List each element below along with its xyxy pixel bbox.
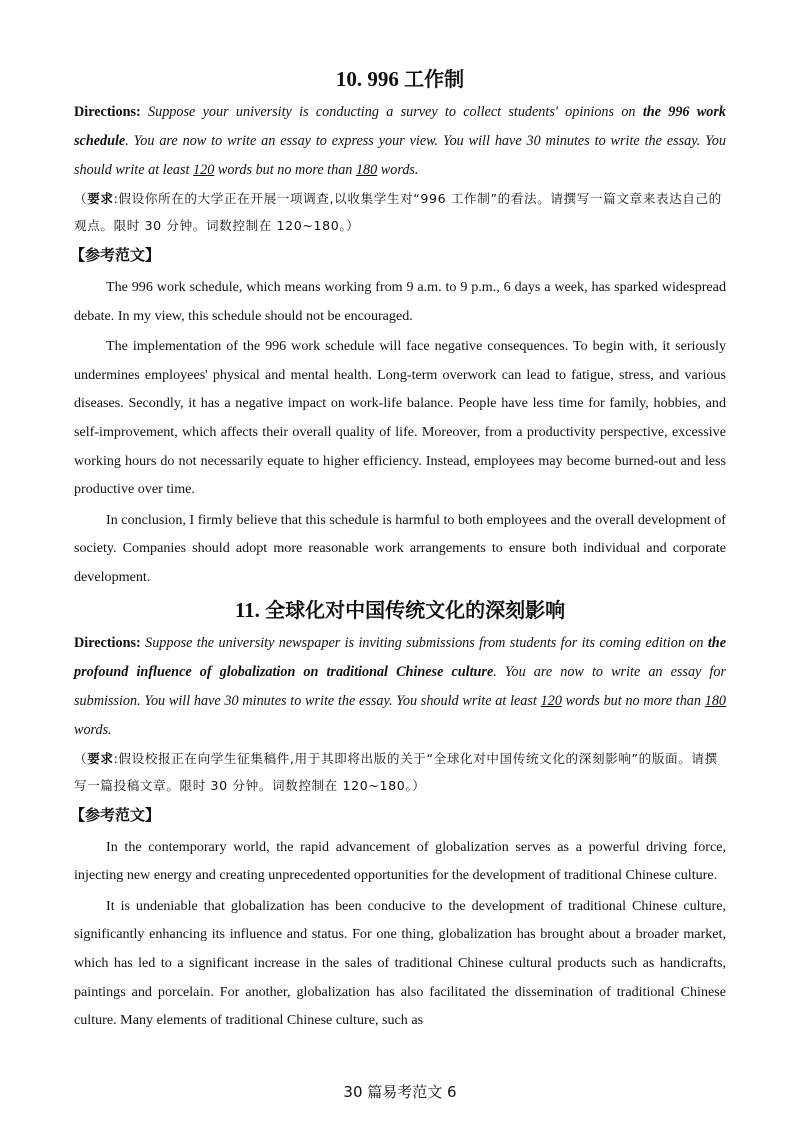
- section-11-paragraph: In the contemporary world, the rapid advancement of globalization serves as a powerful driving force, injecting new energy and creating unprecedented opportunities for the development of traditional Chinese culture.: [74, 838, 726, 884]
- section-10-title-number: 10. 996: [335, 67, 399, 91]
- section-11-directions: Directions: Suppose the university newspaper is inviting submissions from students for its coming edition on the profound influence of globalization on traditional Chinese culture. You are now to write an essay for submission. You will have 30 minutes to write the essay. You should write at least 120 words but no more than 180 words.: [74, 634, 727, 738]
- page-footer: 30 篇易考范文 6: [343, 1083, 457, 1101]
- essay-topic: the profound influence of globalization on traditional Chinese culture: [74, 634, 726, 680]
- section-10-paragraph: In conclusion, I firmly believe that this schedule is harmful to both employees and the overall development of society. Companies should adopt more reasonable work arrangements to ensure both individual and corporate development.: [74, 511, 726, 585]
- requirements-label: 要求: [87, 750, 114, 766]
- section-10-paragraph: The implementation of the 996 work schedule will face negative consequences. To begin with, it seriously undermines employees' physical and mental health. Long-term overwork can lead to fatigue, stress, and various diseases. Secondly, it has a negative impact on work-life balance. People have less time for family, hobbies, and self-improvement, which affects their overall quality of life. Moreover, from a productivity perspective, excessive working hours do not necessarily equate to higher efficiency. Instead, employees may become burned-out and less productive over time.: [74, 338, 726, 498]
- section-10-title-chinese: 工作制: [404, 67, 465, 91]
- section-11-requirements: （要求:假设校报正在向学生征集稿件,用于其即将出版的关于“全球化对中国传统文化的深刻影响”的版面。请撰写一篇投稿文章。限时 30 分钟。词数控制在 120~180。）: [74, 750, 718, 793]
- section-10-directions: Directions: Suppose your university is conducting a survey to collect students' opinions on the 996 work schedule. You are now to write an essay to express your view. You will have 30 minutes to write the essay. You should write at least 120 words but no more than 180 words.: [74, 104, 726, 178]
- directions-label: Directions: [74, 634, 136, 651]
- requirements-label: 要求: [87, 191, 114, 206]
- section-11-reference-heading: 【参考范文】: [70, 805, 161, 824]
- directions-label: Directions: [74, 104, 136, 120]
- min-words: 120: [540, 692, 562, 709]
- section-10-title: [74, 62, 726, 96]
- section-11-title-number: 11.: [234, 597, 260, 622]
- section-10-requirements: （要求:假设你所在的大学正在开展一项调查,以收集学生对“996 工作制”的看法。请撰写一篇文章来表达自己的观点。限时 30 分钟。词数控制在 120~180。）: [74, 191, 722, 233]
- max-words: 180: [355, 162, 378, 178]
- section-10-reference-heading: 【参考范文】: [70, 246, 161, 264]
- essay-topic: the 996 work schedule: [74, 104, 726, 149]
- section-11-title: [74, 593, 726, 627]
- section-11-paragraph: It is undeniable that globalization has been conducive to the development of traditional Chinese culture, significantly enhancing its influence and status. For one thing, globalization has brought about a broader market, which has led to a significant increase in the sales of traditional Chinese cultural products such as handicrafts, paintings and porcelain. For another, globalization has also facilitated the dissemination of traditional Chinese culture. Many elements of traditional Chinese culture, such as: [74, 897, 726, 1029]
- section-11-title-chinese: 全球化对中国传统文化的深刻影响: [265, 597, 566, 622]
- document-page: [70, 0, 727, 1035]
- section-10-paragraph: The 996 work schedule, which means working from 9 a.m. to 9 p.m., 6 days a week, has sparked widespread debate. In my view, this schedule should not be encouraged.: [74, 279, 726, 324]
- max-words: 180: [704, 692, 727, 709]
- min-words: 120: [193, 162, 215, 178]
